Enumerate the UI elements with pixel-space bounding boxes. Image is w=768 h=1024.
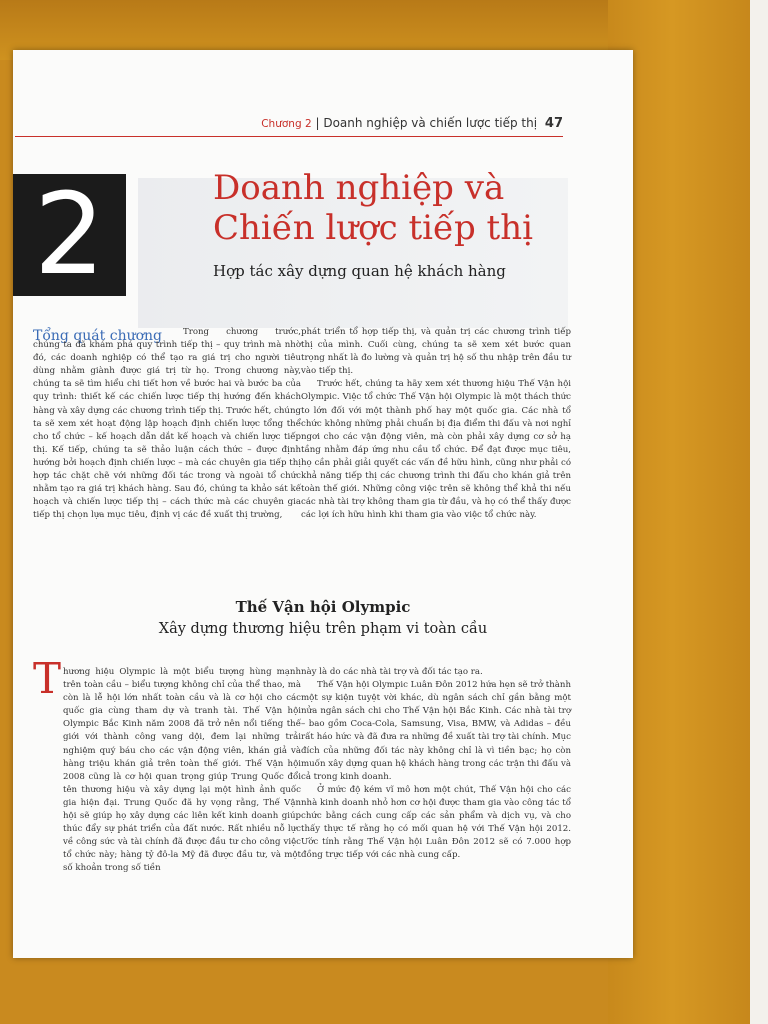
case-study-paragraph: này là do các nhà tài trợ và đối tác tạo ra. (301, 667, 483, 677)
case-study-paragraph: Thế Vận hội Olympic Luân Đôn 2012 hứa hẹn sẽ trở thành một sự kiện tuyệt vời khác, dù ngân sách chỉ gần bằng một nửa ngân sách chi cho Thế Vận hội Bắc Kinh. Các nhà tài trợ – bao gồm Coca-Cola, Samsung, Visa, BMW, và Adidas – đều rất háo hức và đã đưa ra những đề xuất tài trợ tài chính. Mục đích của những đối tác này không chỉ là vì tiền bạc; họ còn muốn xây dựng quan hệ khách hàng trong các trận thi đấu và cả trong kinh doanh. (301, 680, 571, 782)
page-number: 47 (544, 116, 563, 131)
case-study-paragraph: Ở mức độ kém vĩ mô hơn một chút, Thế Vận hội cho các nhà kinh doanh nhỏ hơn cơ hội được tham gia vào công tác tổ chức bằng cách cung cấp các sản phẩm và dịch vụ, và cho thấy thực tế rằng họ có mối quan hệ với Thế Vận hội 2012. Ước tính rằng Thế Vận hội Luân Đôn 2012 sẽ có 7.000 hợp đồng trực tiếp với các nhà cung cấp. (301, 784, 571, 861)
header-running-title: Doanh nghiệp và chiến lược tiếp thị (323, 116, 538, 130)
book-page (13, 50, 633, 958)
chapter-title (213, 168, 613, 248)
header-divider (15, 136, 563, 137)
case-study-subtitle: Xây dựng thương hiệu trên phạm vi toàn cầu (158, 621, 488, 637)
overview-column-2 (301, 326, 571, 522)
overview-paragraph: Trong chương trước, chúng ta đã khám phá quy trình tiếp thị – quy trình mà nhờ đó, các doanh nghiệp có thể tạo ra giá trị cho người tiêu dùng nhằm giành được giá trị từ họ. Trong chương này, chúng ta sẽ tìm hiểu chi tiết hơn về bước hai và bước ba của quy trình: thiết kế các chiến lược tiếp thị hướng đến khách hàng và xây dựng các chương trình tiếp thị. Trước hết, chúng ta sẽ xem xét hoạt động lập hoạch định chiến lược tổng thể cho tổ chức – kế hoạch dẫn dắt kế hoạch và chiến lược tiếp thị. Kế tiếp, chúng ta sẽ thảo luận cách thức – được định hướng bởi hoạch định chiến lược – mà các chuyên gia tiếp thị hợp tác chặt chẽ với những đối tác trong và ngoài tổ chức nhằm tạo ra giá trị khách hàng. Sau đó, chúng ta khảo sát kế hoạch và chiến lược tiếp thị – cách thức mà các chuyên gia tiếp thị chọn lựa mục tiêu, định vị các đề xuất thị trường, (33, 327, 301, 521)
chapter-number: 2 (33, 170, 106, 300)
chapter-title-line1: Doanh nghiệp và (213, 168, 505, 208)
wall-edge (750, 0, 768, 1024)
case-study-paragraph: hương hiệu Olympic là một biểu tượng hùng mạnh trên toàn cầu – biểu tượng không chỉ của thể thao, mà còn là lễ hội lớn nhất toàn cầu và là cơ hội cho các quốc gia cùng tham dự và tranh tài. Thế Vận hội Olympic Bắc Kinh năm 2008 đã trở nên nổi tiếng thế giới với thành công vang dội, đem lại những trải nghiệm quý báu cho các vận động viên, khán giả và hàng triệu khán giả trên toàn thế giới. Thế Vận hội 2008 cũng là cơ hội quan trọng giúp Trung Quốc đổi tên thương hiệu và xây dựng lại một hình ảnh quốc gia hiện đại. Trung Quốc đã hy vọng rằng, Thế Vận hội sẽ giúp họ xây dựng các liên kết kinh doanh giúp thúc đẩy sự phát triển của đất nước. Rất nhiều nỗ lực về công sức và tài chính đã được đầu tư cho công việc tổ chức này; hàng tỷ đô-la Mỹ đã được đầu tư, và một số khoản trong số tiền (63, 667, 301, 874)
overview-heading: Tổng quát chương (33, 328, 163, 344)
drop-cap-letter: T (33, 654, 62, 703)
overview-paragraph: phát triển tổ hợp tiếp thị, và quản trị các chương trình tiếp thị của mình. Cuối cùng, chúng ta sẽ xem xét bước quan trọng nhất là đo lường và quản trị hệ số thu nhập trên đầu tư vào tiếp thị. (301, 327, 571, 377)
chapter-title-line2: Chiến lược tiếp thị (213, 208, 533, 248)
case-study-column-1 (33, 666, 301, 876)
header-chapter-label: Chương 2 (261, 118, 312, 130)
case-study-title: Thế Vận hội Olympic (235, 598, 411, 616)
case-study-column-2 (301, 666, 571, 862)
overview-paragraph: Trước hết, chúng ta hãy xem xét thương hiệu Thế Vận hội Olympic. Việc tổ chức Thế Vận hội Olympic là một thách thức to lớn đối với một thành phố hay một quốc gia. Các nhà tổ chức không những phải chuẩn bị địa điểm thi đấu và nơi nghỉ ngơi cho các vận động viên, mà còn phải xây dựng cơ sở hạ tầng nhằm đáp ứng nhu cầu tổ chức. Để đạt được mục tiêu, họ cần phải giải quyết các vấn đề hữu hình, cũng như phải có khả năng tiếp thị các chương trình thi đấu cho khán giả trên toàn thế giới. Những công việc trên sẽ không thể khả thi nếu các nhà tài trợ không tham gia từ đầu, và họ có thể thấy được các lợi ích hữu hình khi tham gia vào việc tổ chức này. (301, 379, 571, 521)
running-header (223, 116, 563, 131)
chapter-subtitle: Hợp tác xây dựng quan hệ khách hàng (213, 262, 506, 280)
header-separator: | (315, 116, 320, 130)
overview-column-1 (33, 326, 301, 522)
